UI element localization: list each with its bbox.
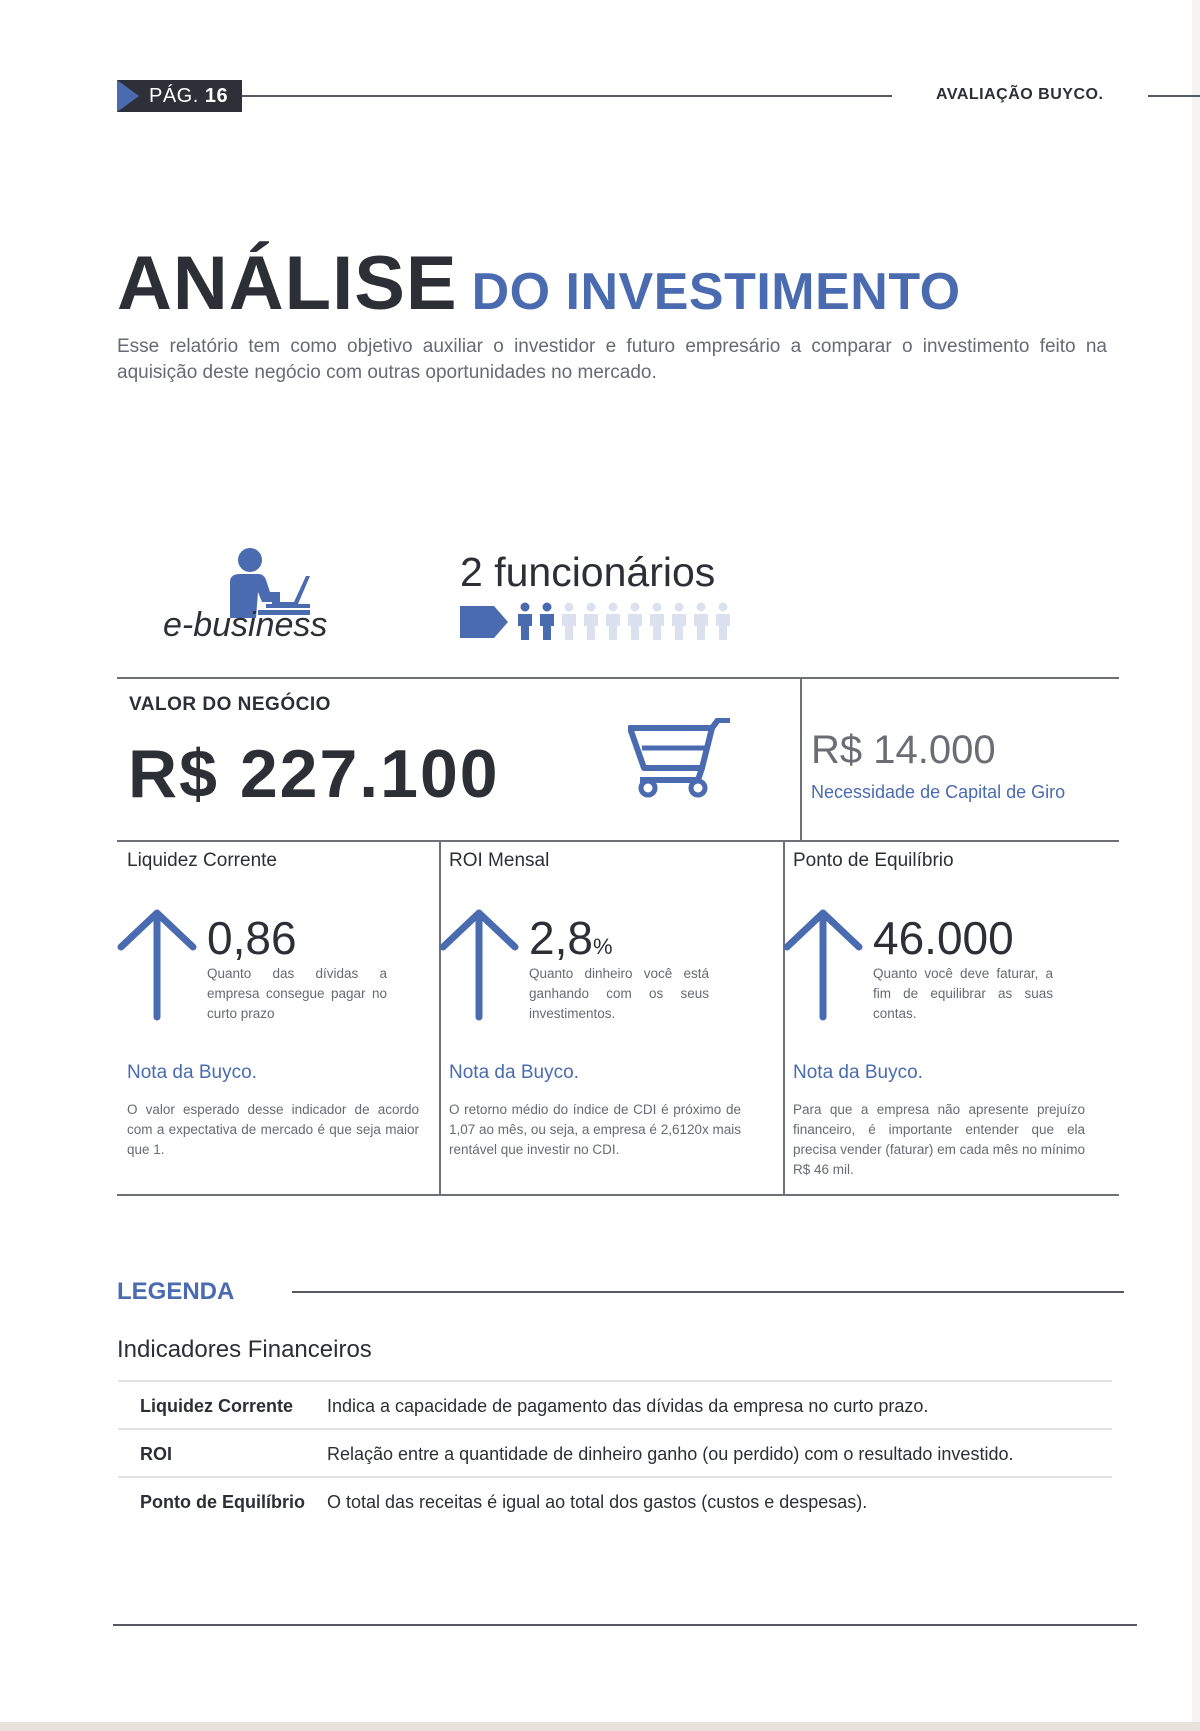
legend-term: ROI bbox=[140, 1444, 173, 1464]
legend-term: Liquidez Corrente bbox=[140, 1396, 294, 1416]
legend-title: LEGENDA bbox=[117, 1278, 235, 1305]
note-text: O valor esperado desse indicador de acordo com a expectativa de mercado é que seja maior que 1. bbox=[127, 1102, 419, 1157]
business-type-label: e-business bbox=[163, 606, 328, 644]
metric-description: Quanto dinheiro você está ganhando com os seus investimentos. bbox=[529, 966, 709, 1021]
divider-metrics-bottom bbox=[117, 1194, 1119, 1196]
legend-row bbox=[118, 1428, 1112, 1476]
metric-value: 2,8% bbox=[529, 912, 613, 964]
metric-title: Liquidez Corrente bbox=[127, 850, 277, 871]
note-title: Nota da Buyco. bbox=[449, 1062, 579, 1083]
header-brand: AVALIAÇÃO BUYCO. bbox=[936, 86, 1104, 103]
metric-value: 0,86 bbox=[207, 912, 297, 964]
page-title bbox=[117, 240, 961, 327]
legend-definition: Indica a capacidade de pagamento das dívidas da empresa no curto prazo. bbox=[327, 1396, 929, 1416]
employees-count-label: 2 funcionários bbox=[460, 549, 716, 595]
metric-title: ROI Mensal bbox=[449, 850, 550, 871]
employee-inactive-icon bbox=[584, 603, 598, 641]
page-number: 16 bbox=[204, 84, 229, 107]
note-text: O retorno médio do índice de CDI é próximo de 1,07 ao mês, ou seja, a empresa é 2,6120x mais rentável que investir no CDI. bbox=[449, 1102, 741, 1157]
shopping-cart-icon bbox=[628, 718, 730, 800]
employee-active-icon bbox=[540, 603, 554, 641]
legend-definition: Relação entre a quantidade de dinheiro ganho (ou perdido) com o resultado investido. bbox=[327, 1444, 1014, 1464]
note-title: Nota da Buyco. bbox=[793, 1062, 923, 1083]
valor-negocio-value: R$ 227.100 bbox=[128, 736, 500, 812]
legend-table bbox=[118, 1380, 1112, 1524]
legend-divider bbox=[292, 1291, 1124, 1293]
legend-definition: O total das receitas é igual ao total dos gastos (custos e despesas). bbox=[327, 1492, 868, 1512]
capital-giro-value: R$ 14.000 bbox=[811, 728, 996, 772]
employee-inactive-icon bbox=[562, 603, 576, 641]
title-sub: DO INVESTIMENTO bbox=[471, 263, 961, 321]
arrow-up-icon bbox=[783, 907, 863, 1021]
employee-inactive-icon bbox=[606, 603, 620, 641]
legend-subtitle: Indicadores Financeiros bbox=[117, 1336, 372, 1363]
employee-inactive-icon bbox=[694, 603, 708, 641]
employee-active-icon bbox=[518, 603, 532, 641]
employee-inactive-icon bbox=[628, 603, 642, 641]
legend-row bbox=[118, 1476, 1112, 1524]
employee-inactive-icon bbox=[672, 603, 686, 641]
page-label: PÁG. 16 bbox=[149, 84, 229, 107]
divider-top bbox=[117, 677, 1119, 679]
divider-vertical-value bbox=[800, 677, 802, 842]
metric-description: Quanto você deve faturar, a fim de equilibrar as suas contas. bbox=[873, 966, 1053, 1021]
arrow-up-icon bbox=[117, 907, 197, 1021]
divider-metrics-top bbox=[117, 840, 1119, 842]
footer-divider bbox=[113, 1624, 1137, 1626]
metric-description: Quanto das dívidas a empresa consegue pagar no curto prazo bbox=[207, 966, 387, 1021]
legend-row bbox=[118, 1380, 1112, 1428]
header-divider bbox=[242, 95, 892, 97]
metric-title: Ponto de Equilíbrio bbox=[793, 850, 954, 871]
page-bottom-edge bbox=[0, 1722, 1200, 1731]
metric-value: 46.000 bbox=[873, 912, 1014, 964]
page-number-tag bbox=[117, 80, 242, 112]
valor-negocio-label: VALOR DO NEGÓCIO bbox=[129, 694, 331, 715]
page-edge bbox=[1192, 0, 1200, 1731]
legend-term: Ponto de Equilíbrio bbox=[140, 1492, 305, 1512]
capital-giro-label: Necessidade de Capital de Giro bbox=[811, 782, 1066, 802]
employee-inactive-icon bbox=[716, 603, 730, 641]
arrow-up-icon bbox=[439, 907, 519, 1021]
note-title: Nota da Buyco. bbox=[127, 1062, 257, 1083]
employees-pictogram bbox=[460, 602, 735, 642]
flag-icon bbox=[117, 80, 139, 112]
header-divider-right bbox=[1148, 95, 1200, 97]
intro-paragraph: Esse relatório tem como objetivo auxiliar o investidor e futuro empresário a comparar o investimento feito na aquisição deste negócio com outras oportunidades no mercado. bbox=[117, 336, 1107, 383]
employees-arrow-tag-icon bbox=[460, 606, 508, 638]
employee-inactive-icon bbox=[650, 603, 664, 641]
note-text: Para que a empresa não apresente prejuízo financeiro, é importante entender que ela precisa vender (faturar) em cada mês no mínimo R$ 46 mil. bbox=[793, 1102, 1085, 1177]
title-main: ANÁLISE bbox=[117, 241, 458, 326]
